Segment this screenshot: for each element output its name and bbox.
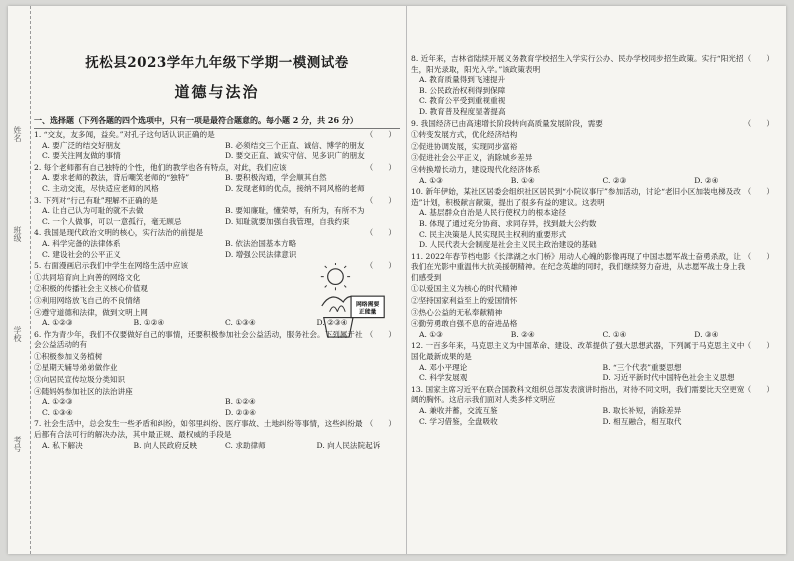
option[interactable]: D. 要交正直、诚实守信、见多识广的朋友 xyxy=(225,151,365,161)
exam-sheet xyxy=(8,6,786,554)
option[interactable]: D. ③④ xyxy=(694,329,719,339)
item: ②促进协调发展，实现同步富裕 xyxy=(411,141,518,151)
option[interactable]: B. 公民政治权利得到保障 xyxy=(419,85,506,95)
question-group xyxy=(411,54,778,427)
item: ①积极参加义务植树 xyxy=(34,351,103,361)
question-stem: 12. 一百多年来，马克思主义为中国革命、建设、改革提供了强大思想武器，下列属于马克思主义中国化最新成果的是 （ ） xyxy=(411,341,774,362)
item: ②星期天辅导弟弟做作业 xyxy=(34,363,118,373)
option[interactable]: D. 知耻就要加强自我管理，自我约束 xyxy=(225,216,350,226)
question-stem: 8. 近年来，吉林省陆续开展义务教育学校招生入学实行公办、民办学校同步招生政策。实行“阳光招生，阳光录取，阳光入学。”该政策表明 （ ） xyxy=(411,54,774,74)
right-column xyxy=(406,6,778,554)
item: ④遵守道德和法律，做到文明上网 xyxy=(34,307,148,317)
option[interactable]: B. 向人民政府反映 xyxy=(133,440,198,450)
question xyxy=(411,385,778,427)
item: ③热心公益的无私奉献精神 xyxy=(411,307,503,317)
question-stem: 13. 国家主席习近平在联合国教科文组织总部发表演讲时指出，对待不同文明，我们需要比天空更宽阔的胸怀。这启示我们面对人类多样文明应 （ ） xyxy=(411,384,774,405)
question-group xyxy=(34,330,400,452)
option[interactable]: C. ①③④ xyxy=(225,318,256,328)
question-stem: 11. 2022年春节档电影《长津湖之水门桥》用动人心魄的影像再现了中国志愿军战士奋勇杀敌，让我们在光影中重温伟大抗美援朝精神。在纪念英雄的同时，我们继续努力奋进，从志愿军战士身上我们感受到 （ ） xyxy=(411,251,774,282)
question-items xyxy=(34,273,289,318)
option[interactable]: D. 教育普及程度显著提高 xyxy=(419,106,506,116)
option[interactable]: D. ②④ xyxy=(694,175,719,185)
option[interactable]: B. ①②④ xyxy=(225,397,256,407)
option[interactable]: C. 要关注网友做的事情 xyxy=(42,151,121,161)
option[interactable]: B. 取长补短，消除差异 xyxy=(602,406,682,415)
option[interactable]: B. ②④ xyxy=(510,329,535,339)
question-stem: 4. 我国是现代政治文明的核心，实行法治的前提是 （ ） xyxy=(34,228,396,238)
question xyxy=(34,228,400,260)
exam-title: 抚松县2023学年九年级下学期一模测试卷 xyxy=(85,55,349,71)
question-stem: 2. 每个老师都有自己独特的个性，他们的教学也各有特点，对此，我们应该 （ ） xyxy=(34,162,396,172)
option[interactable]: B. 依法治国基本方略 xyxy=(225,238,297,248)
question-options xyxy=(34,239,400,260)
option[interactable]: A. 让自己认为可耻的就不去做 xyxy=(42,206,144,216)
option[interactable]: A. ①③ xyxy=(419,175,443,185)
binding-label: 姓名 xyxy=(13,126,22,142)
option[interactable]: B. 要知廉耻，懂荣辱，有所为，有所不为 xyxy=(225,206,365,216)
option[interactable]: D. 相互融合，相互取代 xyxy=(602,416,682,426)
item: ①转变发展方式，优化经济结构 xyxy=(411,130,518,140)
question-group xyxy=(34,130,400,260)
option[interactable]: C. 民主决策是人民实现民主权利的重要形式 xyxy=(419,229,567,239)
question-stem: 9. 我国经济已由高速增长阶段转向高质量发展阶段，需要 （ ） xyxy=(411,118,774,128)
option[interactable]: C. 学习借鉴，全盘吸收 xyxy=(419,416,498,426)
question-stem: 6. 作为青少年，我们不仅要做好自己的事情，还要积极参加社会公益活动，服务社会。下列属于社会公益活动的有 （ ） xyxy=(34,329,396,350)
option[interactable]: A. ①②③ xyxy=(42,397,73,407)
option[interactable]: A. 私下解决 xyxy=(42,440,83,450)
question-options xyxy=(411,75,778,117)
question-stem: 3. 下列对“行己有耻”理解不正确的是 （ ） xyxy=(34,195,396,205)
question xyxy=(411,252,778,341)
question xyxy=(411,187,778,251)
option[interactable]: C. ②③ xyxy=(602,175,627,185)
question-options xyxy=(34,441,400,452)
question-options xyxy=(34,173,400,194)
left-column xyxy=(34,6,400,554)
option[interactable]: C. 主动交流，尽快适应老师的风格 xyxy=(42,183,159,193)
question xyxy=(34,130,400,162)
option[interactable]: B. ①②④ xyxy=(133,318,165,328)
option[interactable]: D. ②③④ xyxy=(225,407,257,417)
item: ④勤劳勇敢自强不息的奋进品格 xyxy=(411,319,518,329)
option[interactable]: D. 增强公民法律意识 xyxy=(225,249,297,259)
option[interactable]: A. ①②③ xyxy=(42,318,73,328)
option[interactable]: B. “三个代表”重要思想 xyxy=(602,362,682,372)
question-options xyxy=(411,363,778,384)
question-options xyxy=(411,406,778,427)
item: ②积极的传播社会主义核心价值观 xyxy=(34,284,148,294)
question xyxy=(34,196,400,228)
option[interactable]: B. 必须结交三个正直、诚信、博学的朋友 xyxy=(225,140,365,150)
option[interactable]: D. 发现老师的优点，接纳不同风格的老师 xyxy=(225,183,365,193)
item: ③利用网络放飞自己的不良情绪 xyxy=(34,295,141,305)
question-options xyxy=(411,176,778,187)
question-options xyxy=(34,397,400,418)
option[interactable]: A. ①③ xyxy=(419,329,443,339)
question xyxy=(34,330,400,419)
section-heading: 一、选择题（下列各题的四个选项中，只有一项是最符合题意的。每小题 2 分，共 26 分） xyxy=(34,115,400,129)
question xyxy=(411,54,778,118)
question-options xyxy=(34,206,400,227)
option[interactable]: D. 向人民法院起诉 xyxy=(316,440,381,450)
option[interactable]: C. 科学发展观 xyxy=(419,373,468,383)
item: ④转换增长动力，建设现代化经济体系 xyxy=(411,164,541,174)
option[interactable]: C. ①④ xyxy=(602,329,627,339)
option[interactable]: B. ①④ xyxy=(510,175,535,185)
question xyxy=(411,341,778,383)
svg-text:网络需要: 网络需要 xyxy=(355,302,380,309)
option[interactable]: A. 教育质量得到飞速提升 xyxy=(419,75,506,85)
question-stem: 7. 社会生活中，总会发生一些矛盾和纠纷，如邻里纠纷、医疗事故、土地纠纷等事情，这些纠纷最后都有合法可行的解决办法，其中最正规、最权威的手段是 （ ） xyxy=(34,419,396,440)
option[interactable]: A. 邓小平理论 xyxy=(419,362,468,372)
item: ②坚持国家利益至上的爱国情怀 xyxy=(411,296,518,306)
binding-label: 班级 xyxy=(13,226,22,242)
question-options xyxy=(34,141,400,162)
option[interactable]: B. 体现了通过充分协商、求同存异，找到最大公约数 xyxy=(419,218,597,228)
question xyxy=(34,163,400,195)
option[interactable]: C. 建设社会的公平正义 xyxy=(42,249,121,259)
item: ③促进社会公平正义，消除城乡差异 xyxy=(411,153,533,163)
item: ④随妈妈参加社区的法治讲座 xyxy=(34,386,133,396)
option[interactable]: D. 人民代表大会制度是社会主义民主政治建设的基础 xyxy=(419,240,597,250)
question-5 xyxy=(34,261,400,329)
item: ①共同培育向上向善的网络文化 xyxy=(34,272,141,282)
question-stem: 1. “交友，友多闻，益矣。”对孔子这句话认识正确的是 （ ） xyxy=(34,130,396,139)
option[interactable]: D. ②③④ xyxy=(316,318,348,328)
option[interactable]: D. 习近平新时代中国特色社会主义思想 xyxy=(602,373,735,383)
question xyxy=(34,419,400,451)
svg-text:正能量: 正能量 xyxy=(358,309,377,316)
exam-subject: 道德与法治 xyxy=(174,83,260,101)
option[interactable]: A. 基层群众自治是人民行使权力的根本途径 xyxy=(419,208,566,218)
option[interactable]: A. 要求老师的教法，背后嘲笑老师的“独特” xyxy=(42,173,190,183)
binding-label: 考号 xyxy=(13,436,22,452)
option[interactable]: A. 要广泛的结交好朋友 xyxy=(42,140,121,150)
question-stem: 5. 右面漫画启示我们中学生在网络生活中应该 （ ） xyxy=(34,261,396,271)
option[interactable]: C. 求助律师 xyxy=(225,440,266,450)
option[interactable]: C. ①③④ xyxy=(42,407,73,417)
option[interactable]: C. 一个人做事，可以一意孤行，毫无顾忌 xyxy=(42,216,182,226)
question-options xyxy=(411,208,778,250)
option[interactable]: B. 要积极沟通，学会顺其自然 xyxy=(225,173,327,183)
option[interactable]: A. 科学完备的法律体系 xyxy=(42,238,121,248)
item: ①以爱国主义为核心的时代精神 xyxy=(411,284,518,294)
option[interactable]: C. 教育公平受到重视重视 xyxy=(419,96,506,106)
question-stem: 10. 新年伊始，某社区居委会组织社区居民到“小院议事厅”参加活动，讨论“老旧小区加装电梯及改造”计划，积极献言献策，提出了很多有益的建议。这表明 （ ） xyxy=(411,187,774,207)
item: ③向居民宣传垃圾分类知识 xyxy=(34,375,126,385)
option[interactable]: A. 兼收并蓄，交流互鉴 xyxy=(419,406,498,415)
question xyxy=(411,119,778,187)
binding-label: 学校 xyxy=(13,326,22,342)
binding-margin xyxy=(8,6,31,554)
question-options xyxy=(411,330,778,341)
